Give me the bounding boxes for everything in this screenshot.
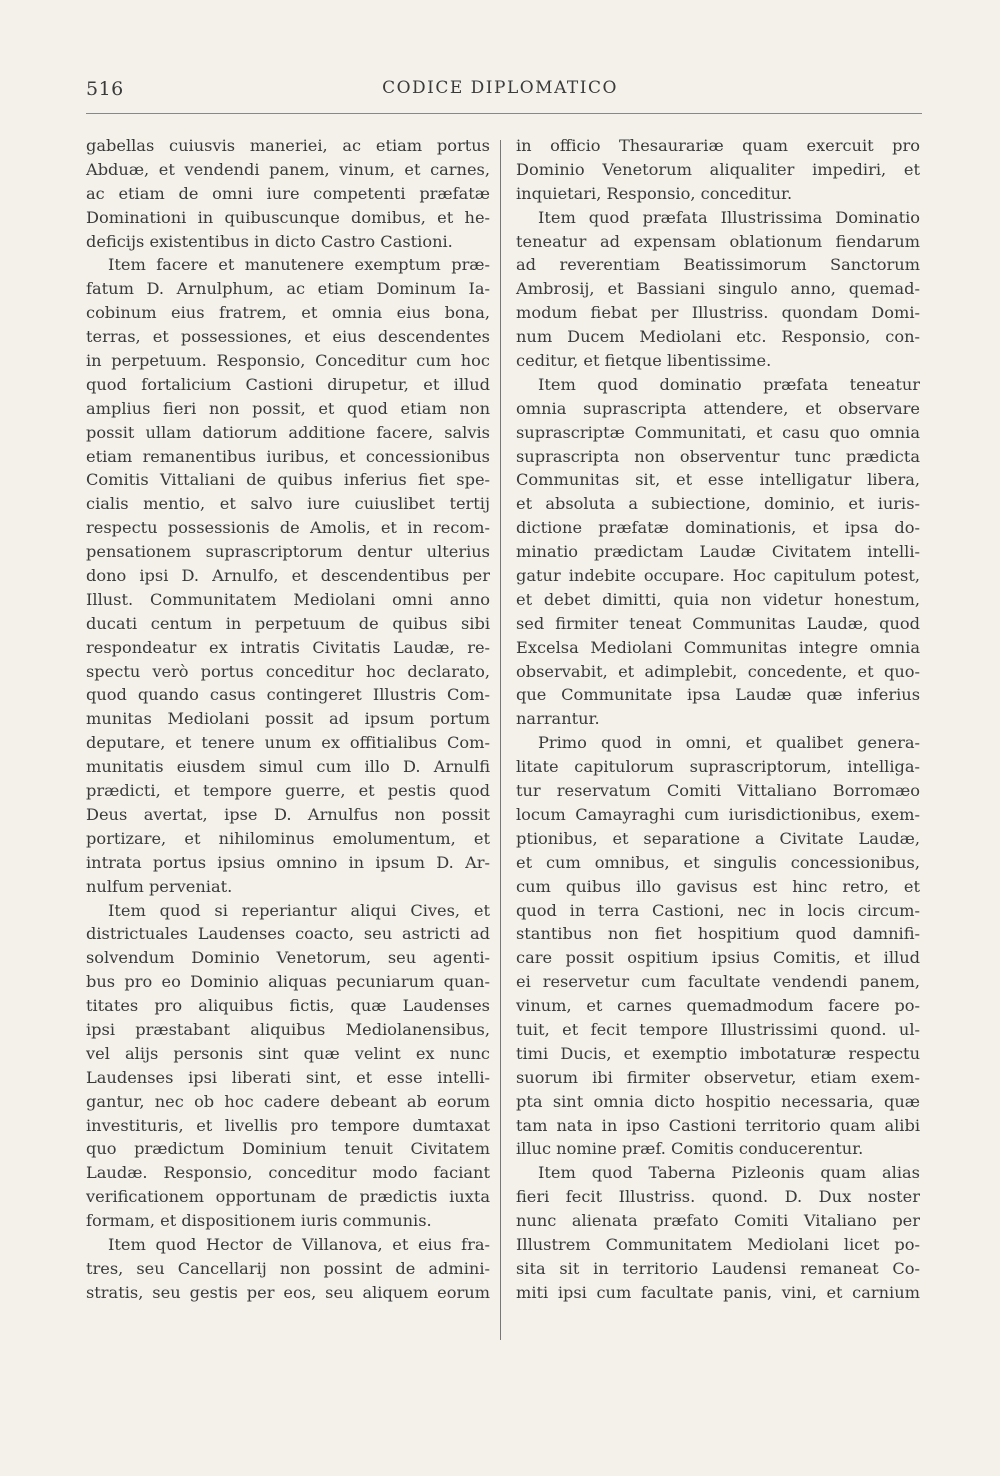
text-line: Illust. Communitatem Mediolani omni anno — [86, 589, 490, 609]
text-line: dictione præfatæ dominationis, et ipsa do- — [516, 518, 920, 538]
text-line: verificationem opportunam de prædictis iuxta — [86, 1187, 490, 1207]
text-line: quod fortalicium Castioni dirupetur, et illud — [86, 374, 490, 394]
text-line: in perpetuum. Responsio, Conceditur cum hoc — [86, 351, 490, 371]
text-line: ceditur, et fietque libentissime. — [516, 351, 772, 371]
text-line: munitatis eiusdem simul cum illo D. Arnulfi — [86, 757, 490, 777]
text-line: intrata portus ipsius omnino in ipsum D. Ar- — [86, 852, 490, 872]
text-line: spectu verò portus conceditur hoc declarato, — [86, 661, 490, 681]
text-line: Abduæ, et vendendi panem, vinum, et carnes, — [86, 159, 490, 179]
text-line: quo prædictum Dominium tenuit Civitatem — [86, 1139, 490, 1159]
text-line: dono ipsi D. Arnulfo, et descendentibus per — [86, 566, 490, 586]
text-line: litate capitulorum suprascriptorum, intelliga- — [516, 757, 920, 777]
text-line: miti ipsi cum facultate panis, vini, et carnium — [516, 1282, 920, 1302]
text-line: Item quod Hector de Villanova, et eius fra- — [108, 1234, 490, 1254]
right-column — [516, 134, 920, 1305]
text-line: pensationem suprascriptorum dentur ulterius — [86, 542, 490, 562]
text-line: vinum, et carnes quemadmodum facere po- — [516, 996, 920, 1016]
text-line: teneatur ad expensam oblationum fiendarum — [516, 231, 920, 251]
text-line: Dominationi in quibuscunque domibus, et he- — [86, 207, 490, 227]
text-line: Laudæ. Responsio, conceditur modo faciant — [86, 1163, 490, 1183]
header-rule — [86, 113, 922, 114]
text-line: sita sit in territorio Laudensi remaneat Co- — [516, 1258, 920, 1278]
text-line: tuit, et fecit tempore Illustrissimi quond. ul- — [516, 1019, 920, 1039]
text-line: que Communitate ipsa Laudæ quæ inferius — [516, 685, 920, 705]
text-line: gabellas cuiusvis maneriei, ac etiam portus — [86, 136, 490, 155]
text-line: quod quando casus contingeret Illustris Com- — [86, 685, 490, 705]
text-line: Communitas sit, et esse intelligatur libera, — [516, 470, 920, 490]
text-line: deputare, et tenere unum ex offitialibus Com- — [86, 733, 490, 753]
text-line: ei reservetur cum facultate vendendi panem, — [516, 972, 920, 992]
text-line: nunc alienata præfato Comiti Vitaliano per — [516, 1211, 920, 1231]
text-line: locum Camayraghi cum iurisdictionibus, exem- — [516, 804, 920, 824]
text-line: et cum omnibus, et singulis concessionibus, — [516, 852, 920, 872]
text-line: ducati centum in perpetuum de quibus sibi — [86, 613, 490, 633]
page-number: 516 — [86, 78, 124, 100]
text-line: minatio prædictam Laudæ Civitatem intelli- — [516, 542, 920, 562]
text-line: tur reservatum Comiti Vittaliano Borromæo — [516, 781, 920, 801]
text-line: possit ullam datiorum additione facere, salvis — [86, 422, 490, 442]
text-line: prædicti, et tempore guerre, et pestis quod — [86, 781, 490, 801]
text-line: suprascriptæ Communitati, et casu quo omnia — [516, 422, 920, 442]
text-line: suprascripta non observentur tunc prædicta — [516, 446, 920, 466]
text-line: narrantur. — [516, 709, 600, 729]
text-line: etiam remanentibus iuribus, et concessionibus — [86, 446, 490, 466]
text-line: gantur, nec ob hoc cadere debeant ab eorum — [86, 1091, 490, 1111]
text-line: suorum ibi firmiter observetur, etiam exem- — [516, 1067, 920, 1087]
text-line: Item quod dominatio præfata teneatur — [538, 374, 920, 394]
text-line: Deus avertat, ipse D. Arnulfus non possit — [86, 804, 490, 824]
text-line: cialis mentio, et salvo iure cuiuslibet tertij — [86, 494, 490, 514]
text-line: Item quod Taberna Pizleonis quam alias — [538, 1163, 920, 1183]
text-line: respectu possessionis de Amolis, et in recom- — [86, 518, 490, 538]
text-line: pta sint omnia dicto hospitio necessaria, quæ — [516, 1091, 920, 1111]
text-line: et absoluta a subiectione, dominio, et iuris- — [516, 494, 920, 514]
text-line: Item facere et manutenere exemptum præ- — [108, 255, 490, 275]
text-line: omnia suprascripta attendere, et observare — [516, 398, 920, 418]
text-line: terras, et possessiones, et eius descendentes — [86, 327, 490, 347]
text-line: Primo quod in omni, et qualibet genera- — [538, 733, 920, 753]
text-line: Laudenses ipsi liberati sint, et esse intelli- — [86, 1067, 490, 1087]
text-line: quod in terra Castioni, nec in locis circum- — [516, 900, 920, 920]
text-line: sed firmiter teneat Communitas Laudæ, quod — [516, 613, 920, 633]
text-line: bus pro eo Dominio aliquas pecuniarum quan- — [86, 972, 490, 992]
text-line: in officio Thesaurariæ quam exercuit pro — [516, 136, 920, 155]
left-column — [86, 134, 490, 1305]
text-line: portizare, et nihilominus emolumentum, et — [86, 828, 490, 848]
text-line: ipsi præstabant aliquibus Mediolanensibus, — [86, 1019, 490, 1039]
text-line: investituris, et livellis pro tempore dumtaxat — [86, 1115, 490, 1135]
text-line: num Ducem Mediolani etc. Responsio, con- — [516, 327, 920, 347]
text-line: stratis, seu gestis per eos, seu aliquem eorum — [86, 1282, 490, 1302]
text-line: tres, seu Cancellarij non possint de admini- — [86, 1258, 490, 1278]
text-line: fieri fecit Illustriss. quond. D. Dux noster — [516, 1187, 920, 1207]
text-line: ptionibus, et separatione a Civitate Laudæ, — [516, 828, 920, 848]
text-line: munitas Mediolani possit ad ipsum portum — [86, 709, 490, 729]
text-line: districtuales Laudenses coacto, seu astricti ad — [86, 924, 490, 944]
text-line: Item quod præfata Illustrissima Dominatio — [538, 207, 920, 227]
text-line: cum quibus illo gavisus est hinc retro, et — [516, 876, 920, 896]
text-line: Comitis Vittaliani de quibus inferius fiet spe- — [86, 470, 490, 490]
text-line: observabit, et adimplebit, concedente, et quo- — [516, 661, 920, 681]
text-line: ad reverentiam Beatissimorum Sanctorum — [516, 255, 920, 275]
text-line: modum fiebat per Illustriss. quondam Domi- — [516, 303, 920, 323]
text-line: Item quod si reperiantur aliqui Cives, et — [108, 900, 490, 920]
text-line: cobinum eius fratrem, et omnia eius bona, — [86, 303, 490, 323]
text-line: et debet dimitti, quia non videtur honestum, — [516, 589, 920, 609]
text-line: titates pro aliquibus fictis, quæ Laudenses — [86, 996, 490, 1016]
text-line: nulfum perveniat. — [86, 876, 233, 896]
text-line: timi Ducis, et exemptio imbotaturæ respectu — [516, 1043, 920, 1063]
text-line: formam, et dispositionem iuris communis. — [86, 1211, 432, 1231]
text-line: care possit ospitium ipsius Comitis, et illud — [516, 948, 920, 968]
text-line: Dominio Venetorum aliqualiter impediri, et — [516, 159, 920, 179]
text-line: solvendum Dominio Venetorum, seu agenti- — [86, 948, 490, 968]
running-title: CODICE DIPLOMATICO — [382, 78, 618, 98]
text-line: Ambrosij, et Bassiani singulo anno, quemad- — [516, 279, 920, 299]
text-line: ac etiam de omni iure competenti præfatæ — [86, 183, 490, 203]
text-line: stantibus non fiet hospitium quod damnifi- — [516, 924, 920, 944]
text-line: illuc nomine præf. Comitis conducerentur. — [516, 1139, 864, 1159]
text-line: Illustrem Communitatem Mediolani licet po- — [516, 1234, 920, 1254]
text-line: inquietari, Responsio, conceditur. — [516, 183, 793, 203]
text-line: fatum D. Arnulphum, ac etiam Dominum Ia- — [86, 279, 490, 299]
text-line: deficijs existentibus in dicto Castro Castioni. — [86, 231, 453, 251]
text-line: gatur indebite occupare. Hoc capitulum potest, — [516, 566, 920, 586]
column-divider — [500, 140, 501, 1340]
text-line: respondeatur ex intratis Civitatis Laudæ, re- — [86, 637, 490, 657]
text-line: tam nata in ipso Castioni territorio quam alibi — [516, 1115, 920, 1135]
text-line: amplius fieri non possit, et quod etiam non — [86, 398, 490, 418]
text-line: vel alijs personis sint quæ velint ex nunc — [86, 1043, 490, 1063]
text-line: Excelsa Mediolani Communitas integre omnia — [516, 637, 920, 657]
